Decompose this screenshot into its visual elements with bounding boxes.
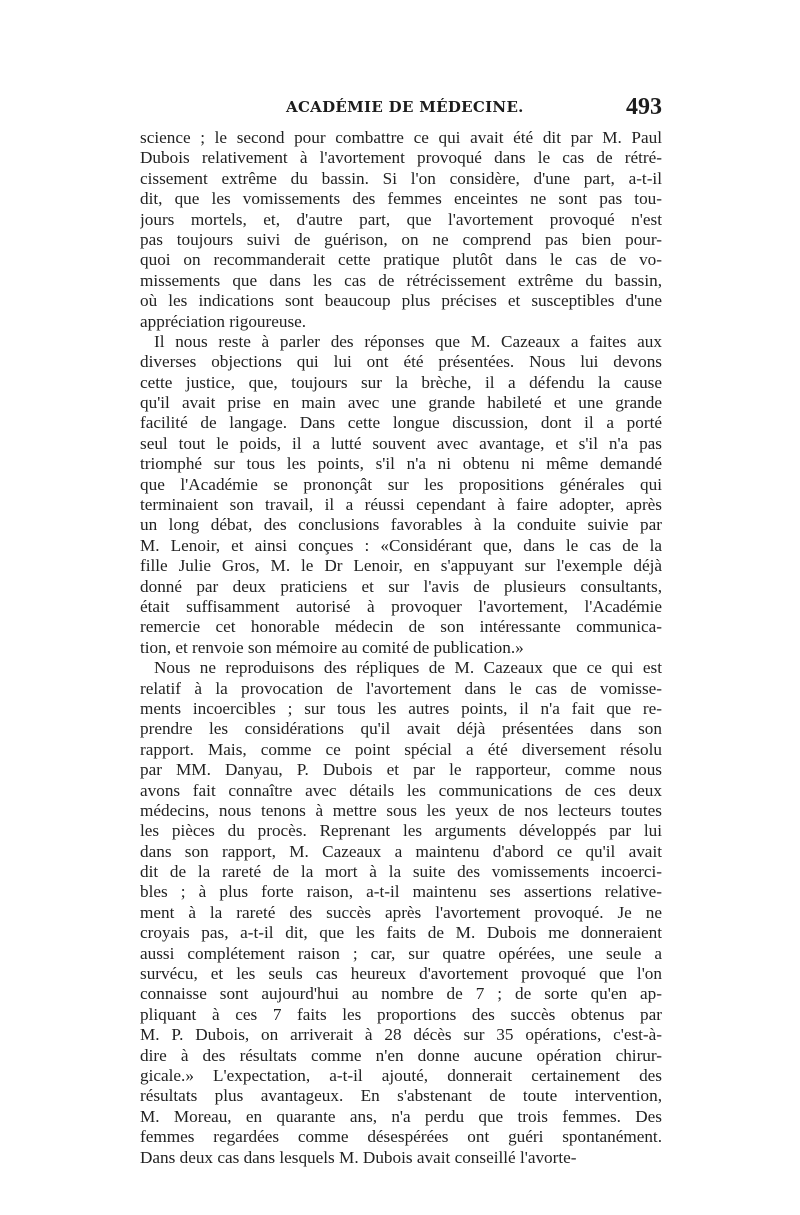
text-line: terminaient son travail, il a réussi cependant à faire adopter, après — [140, 495, 662, 515]
text-line: Dubois relativement à l'avortement provoqué dans le cas de rétré- — [140, 148, 662, 168]
text-line: gicale.» L'expectation, a-t-il ajouté, donnerait certainement des — [140, 1065, 662, 1085]
text-line: rapport. Mais, comme ce point spécial a été diversement résolu — [140, 739, 662, 759]
text-line: dit, que les vomissements des femmes enceintes ne sont pas tou- — [140, 189, 662, 209]
text-line: missements que dans les cas de rétrécissement extrême du bassin, — [140, 270, 662, 290]
text-line: relatif à la provocation de l'avortement dans le cas de vomisse- — [140, 678, 662, 698]
text-line: appréciation rigoureuse. — [140, 311, 307, 331]
text-line: croyais pas, a-t-il dit, que les faits de M. Dubois me donneraient — [140, 923, 662, 943]
running-title: ACADÉMIE DE MÉDECINE. — [286, 98, 524, 116]
text-line: science ; le second pour combattre ce qui avait été dit par M. Paul — [140, 128, 662, 147]
text-line: où les indications sont beaucoup plus précises et susceptibles d'une — [140, 291, 662, 311]
text-line: bles ; à plus forte raison, a-t-il maintenu ses assertions relative- — [140, 882, 662, 902]
text-line: était suffisamment autorisé à provoquer l'avortement, l'Académie — [140, 596, 662, 616]
text-line: ments incoercibles ; sur tous les autres points, il n'a fait que re- — [140, 698, 662, 718]
text-line: dire à des résultats comme n'en donne aucune opération chirur- — [140, 1045, 662, 1065]
text-line: que l'Académie se prononçât sur les propositions générales qui — [140, 474, 662, 494]
text-line: médecins, nous tenons à mettre sous les yeux de nos lecteurs toutes — [140, 800, 662, 820]
text-line: diverses objections qui lui ont été présentées. Nous lui devons — [140, 352, 662, 372]
page-number: 493 — [626, 94, 662, 120]
text-line: dit de la rareté de la mort à la suite des vomissements incoerci- — [140, 862, 662, 882]
text-line: ment à la rareté des succès après l'avortement provoqué. Je ne — [140, 902, 662, 922]
body-text — [140, 128, 662, 1168]
text-line: M. Lenoir, et ainsi conçues : «Considérant que, dans le cas de la — [140, 535, 662, 555]
text-line: donné par deux praticiens et sur l'avis de plusieurs consultants, — [140, 576, 662, 596]
text-line: M. Moreau, en quarante ans, n'a perdu que trois femmes. Des — [140, 1106, 662, 1126]
text-line: les pièces du procès. Reprenant les arguments développés par lui — [140, 821, 662, 841]
text-line: qu'il avait prise en main avec une grande habileté et une grande — [140, 393, 662, 413]
text-line: Dans deux cas dans lesquels M. Dubois avait conseillé l'avorte- — [140, 1147, 577, 1167]
text-line: dans son rapport, M. Cazeaux a maintenu d'abord ce qu'il avait — [140, 841, 662, 861]
text-line: jours mortels, et, d'autre part, que l'avortement provoqué n'est — [140, 209, 662, 229]
page-header — [140, 96, 662, 126]
text-line: facilité de langage. Dans cette longue discussion, dont il a porté — [140, 413, 662, 433]
text-line: seul tout le poids, il a lutté souvent avec avantage, et s'il n'a pas — [140, 433, 662, 453]
text-line: cissement extrême du bassin. Si l'on considère, d'une part, a-t-il — [140, 168, 662, 188]
text-line: remercie cet honorable médecin de son intéressante communica- — [140, 617, 662, 637]
text-line: quoi on recommanderait cette pratique plutôt dans le cas de vo- — [140, 250, 662, 270]
text-line: tion, et renvoie son mémoire au comité de publication.» — [140, 637, 524, 657]
text-line: Nous ne reproduisons des répliques de M. Cazeaux que ce qui est — [154, 658, 662, 678]
text-line: fille Julie Gros, M. le Dr Lenoir, en s'appuyant sur l'exemple déjà — [140, 556, 662, 576]
text-line: aussi complétement raison ; car, sur quatre opérées, une seule a — [140, 943, 662, 963]
text-line: avons fait connaître avec détails les communications de ces deux — [140, 780, 662, 800]
text-line: M. P. Dubois, on arriverait à 28 décès sur 35 opérations, c'est-à- — [140, 1025, 662, 1045]
text-line: survécu, et les seuls cas heureux d'avortement provoqué que l'on — [140, 964, 662, 984]
text-line: triomphé sur tous les points, s'il n'a ni obtenu ni même demandé — [140, 454, 662, 474]
text-line: cette justice, que, toujours sur la brèche, il a défendu la cause — [140, 372, 662, 392]
text-line: Il nous reste à parler des réponses que M. Cazeaux a faites aux — [154, 331, 662, 351]
text-line: prendre les considérations qu'il avait déjà présentées dans son — [140, 719, 662, 739]
text-line: par MM. Danyau, P. Dubois et par le rapporteur, comme nous — [140, 760, 662, 780]
text-line: un long débat, des conclusions favorables à la conduite suivie par — [140, 515, 662, 535]
text-line: résultats plus avantageux. En s'abstenant de toute intervention, — [140, 1086, 662, 1106]
text-line: connaisse sont aujourd'hui au nombre de 7 ; de sorte qu'en ap- — [140, 984, 662, 1004]
text-line: pas toujours suivi de guérison, on ne comprend pas bien pour- — [140, 229, 662, 249]
text-line: pliquant à ces 7 faits les proportions des succès obtenus par — [140, 1004, 662, 1024]
text-line: femmes regardées comme désespérées ont guéri spontanément. — [140, 1127, 662, 1147]
